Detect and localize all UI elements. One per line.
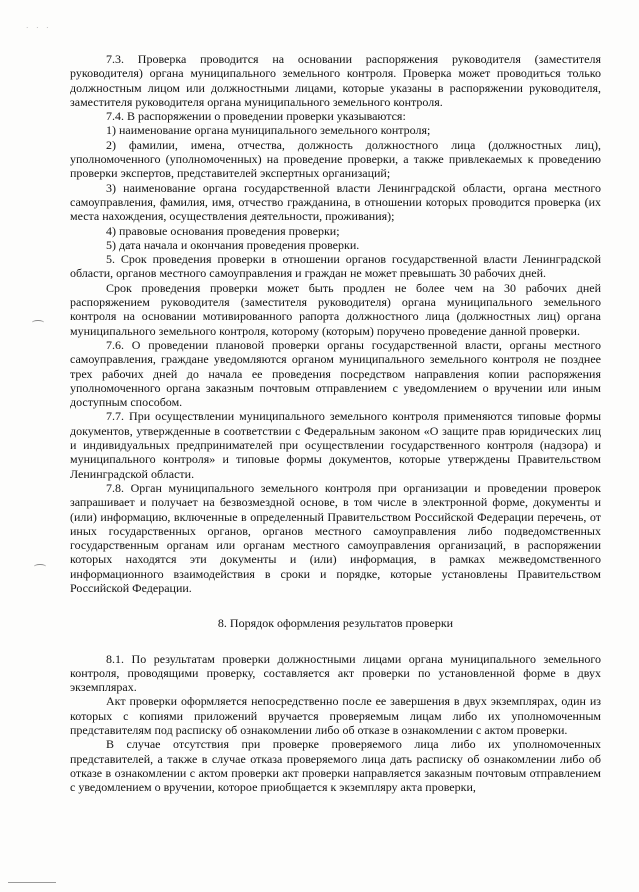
list-item-3: 3) наименование органа государственной власти Ленинградской области, органа местного самоуправления, фамилия, имя, отчество гражданина, в отношении которых проводится проверка (их места нахождения, осуществления деятельности, проживания); [70, 180, 601, 224]
paragraph-7-6: 7.6. О проведении плановой проверки органы государственной власти, органы местного самоуправления, граждане уведомляются органом муниципального земельного контроля не позднее трех рабочих дней до начала ее проведения посредством направления копии распоряжения уполномоченного органа заказным почтовым отправлением с уведомлением о вручении или иным доступным способом. [70, 337, 601, 410]
list-item-2: 2) фамилии, имена, отчества, должность должностного лица (должностных лиц), уполномоченного (уполномоченных) на проведение проверки, а также привлекаемых к проведению проверки экспертов, представителей экспертных организаций; [70, 137, 601, 181]
paragraph-7-4: 7.4. В распоряжении о проведении проверки указываются: [106, 109, 406, 124]
list-item-5: 5) дата начала и окончания проведения проверки. [106, 237, 360, 252]
paragraph-8-1: 8.1. По результатам проверки должностными лицами органа муниципального земельного контроля, проводящими проверку, составляется акт проверки по установленной форме в двух экземплярах. [70, 651, 601, 695]
spacer [70, 631, 601, 652]
spacer [70, 595, 601, 616]
paragraph-7-3: 7.3. Проверка проводится на основании распоряжения руководителя (заместителя руководителя) органа муниципального земельного контроля. Проверка может проводиться только должностным лицом или должностными лицами, которые указаны в распоряжении руководителя, заместителя руководителя органа муниципального земельного контроля. [70, 52, 601, 109]
scan-mark [32, 320, 44, 325]
section-8-heading: 8. Порядок оформления результатов проверки [217, 616, 454, 631]
list-item-1: 1) наименование органа муниципального земельного контроля; [106, 123, 431, 138]
paragraph-absence: В случае отсутствия при проверке проверяемого лица либо их уполномоченных представителей, а также в случае отказа проверяемого лица дать расписку об ознакомлении либо об отказе в ознакомлении с актом проверки акт проверки направляется заказным почтовым отправлением с уведомлением о вручении, которое приобщается к экземпляру акта проверки, [70, 737, 601, 795]
paragraph-act: Акт проверки оформляется непосредственно после ее завершения в двух экземплярах, один из которых с копиями приложений вручается проверяемым лицам либо их уполномоченным представителям под расписку об ознакомлении либо об отказе в ознакомлении с актом проверки. [70, 694, 601, 738]
paragraph-extension: Срок проведения проверки может быть продлен не более чем на 30 рабочих дней распоряжением руководителя (заместителя руководителя) органа муниципального земельного контроля на основании мотивированного рапорта должностного лица (должностных лиц) органа муниципального земельного контроля, которому (которым) поручено проведение данной проверки. [70, 280, 601, 338]
paragraph-7-8: 7.8. Орган муниципального земельного контроля при организации и проведении проверок запрашивает и получает на безвозмездной основе, в том числе в электронной форме, документы и (или) информацию, включенные в определенный Правительством Российской Федерации перечень, от иных государственных органов, органов местного самоуправления либо подведомственных государственным органам или органам местного самоуправления организаций, в распоряжении которых находятся эти документы и (или) информация, в рамках межведомственного информационного взаимодействия в сроки и порядке, которые установлены Правительством Российской Федерации. [70, 480, 601, 595]
scan-specks: · · · [26, 24, 52, 32]
paragraph-7-7: 7.7. При осуществлении муниципального земельного контроля применяются типовые формы документов, утвержденные в соответствии с Федеральным законом «О защите прав юридических лиц и индивидуальных предпринимателей при осуществлении государственного контроля (надзора) и муниципального контроля» и типовые формы документов, которые утверждены Правительством Ленинградской области. [70, 409, 601, 481]
list-item-4: 4) правовые основания проведения проверки; [106, 223, 340, 238]
scan-edge-line [8, 882, 56, 883]
paragraph-5: 5. Срок проведения проверки в отношении органов государственной власти Ленинградской области, органов местного самоуправления и граждан не может превышать 30 рабочих дней. [70, 252, 601, 281]
document-body [70, 52, 601, 795]
scan-mark [34, 564, 46, 569]
